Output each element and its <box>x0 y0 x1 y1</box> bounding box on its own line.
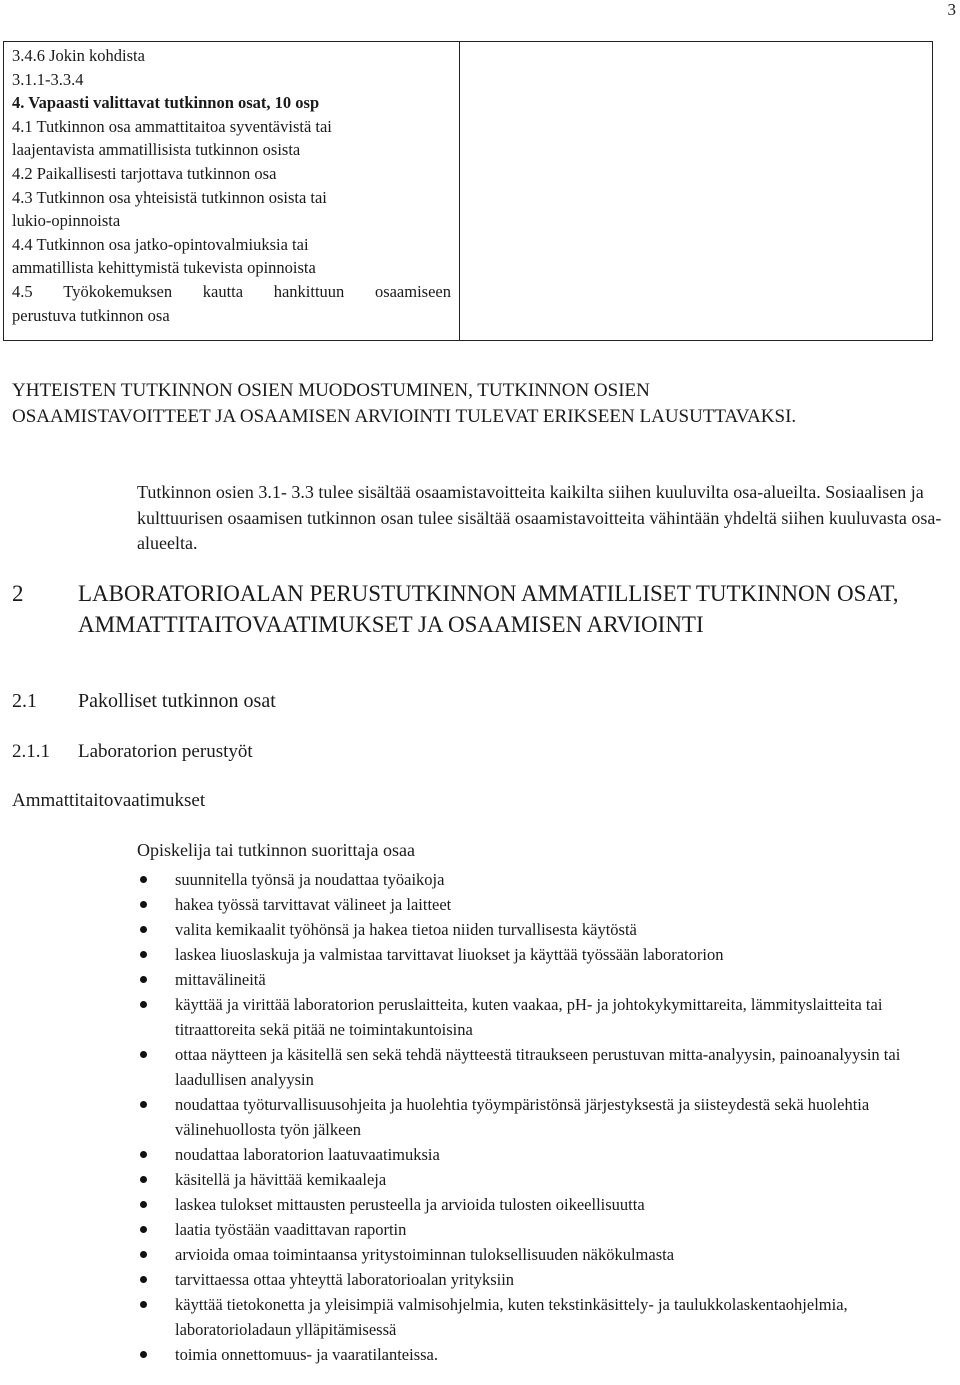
subsection-number: 2.1 <box>12 690 37 712</box>
subsubsection-heading <box>12 741 253 763</box>
list-item: toimia onnettomuus- ja vaaratilanteissa. <box>140 1342 950 1367</box>
list-item: tarvittaessa ottaa yhteyttä laboratorioalan yrityksiin <box>140 1267 950 1292</box>
list-item: hakea työssä tarvittavat välineet ja laitteet <box>140 892 950 917</box>
page-number: 3 <box>947 0 956 19</box>
subsection-title: Pakolliset tutkinnon osat <box>78 690 276 712</box>
list-item: valita kemikaalit työhönsä ja hakea tietoa niiden turvallisesta käytöstä <box>140 917 950 942</box>
curriculum-table <box>3 41 933 341</box>
table-line: 4.3 Tutkinnon osa yhteisistä tutkinnon osista tai <box>12 187 327 207</box>
word: 4.5 <box>12 281 33 301</box>
section-number: 2 <box>12 581 24 606</box>
list-item: suunnitella työnsä ja noudattaa työaikoja <box>140 867 950 892</box>
list-item: arvioida omaa toimintaansa yritystoiminnan tuloksellisuuden näkökulmasta <box>140 1242 950 1267</box>
table-line: 3.1.1-3.3.4 <box>12 69 84 89</box>
subsubsection-title: Laboratorion perustyöt <box>78 741 253 762</box>
list-item: laatia työstään vaadittavan raportin <box>140 1217 950 1242</box>
list-item: ottaa näytteen ja käsitellä sen sekä tehdä näytteestä titraukseen perustuvan mitta-analyysin, painoanalyysin tai laadullisen analyysin <box>140 1042 950 1092</box>
list-item: noudattaa työturvallisuusohjeita ja huolehtia työympäristönsä järjestyksestä ja siisteydestä sekä huolehtia välinehuollosta työn jälkeen <box>140 1092 950 1142</box>
table-line: lukio-opinnoista <box>12 211 121 231</box>
table-line: laajentavista ammatillisista tutkinnon osista <box>12 140 301 160</box>
word: hankittuun <box>273 281 345 301</box>
list-item: laskea tulokset mittausten perusteella ja arvioida tulosten oikeellisuutta <box>140 1192 950 1217</box>
body-paragraph: Tutkinnon osien 3.1- 3.3 tulee sisältää osaamistavoitteita kaikilta siihen kuuluvilta osa-alueilta. Sosiaalisen ja kulttuurisen osaamisen tutkinnon osan tulee sisältää osaamistavoitteita vähintään yhdeltä siihen kuuluvasta osa-alueelta. <box>137 482 942 553</box>
table-line: 4.1 Tutkinnon osa ammattitaitoa syventävistä tai <box>12 116 332 136</box>
table-line: 4.4 Tutkinnon osa jatko-opintovalmiuksia tai <box>12 234 309 254</box>
table-line: 4.2 Paikallisesti tarjottava tutkinnon osa <box>12 163 277 183</box>
word: osaamiseen <box>374 281 451 301</box>
subsection-heading <box>12 690 276 713</box>
table-line-justified <box>12 280 459 304</box>
table-right-cell <box>460 42 932 340</box>
requirements-list <box>140 867 950 1367</box>
uppercase-notice: YHTEISTEN TUTKINNON OSIEN MUODOSTUMINEN, TUTKINNON OSIEN OSAAMISTAVOITTEET JA OSAAMISEN ARVIOINTI TULEVAT ERIKSEEN LAUSUTTAVAKSI. <box>12 380 797 427</box>
list-item: mittavälineitä <box>140 967 950 992</box>
list-item: käyttää ja virittää laboratorion peruslaitteita, kuten vaakaa, pH- ja johtokykymittareita, lämmityslaitteita tai titraattoreita sekä pitää ne toimintakuntoisina <box>140 992 950 1042</box>
subsubsection-number: 2.1.1 <box>12 741 50 762</box>
bullet-intro: Opiskelija tai tutkinnon suorittaja osaa <box>137 840 415 860</box>
table-line: 3.4.6 Jokin kohdista <box>12 46 145 65</box>
list-item: käsitellä ja hävittää kemikaaleja <box>140 1167 950 1192</box>
list-item: käyttää tietokonetta ja yleisimpiä valmisohjelmia, kuten tekstinkäsittely- ja taulukkolaskentaohjelmia, laboratorioladaun ylläpitämisessä <box>140 1292 950 1342</box>
section-title: LABORATORIOALAN PERUSTUTKINNON AMMATILLISET TUTKINNON OSAT, AMMATTITAITOVAATIMUKSET JA OSAAMISEN ARVIOINTI <box>78 581 899 637</box>
word: Työkokemuksen <box>63 281 173 301</box>
list-item: noudattaa laboratorion laatuvaatimuksia <box>140 1142 950 1167</box>
word: kautta <box>202 281 244 301</box>
table-line-heading: 4. Vapaasti valittavat tutkinnon osat, 10 osp <box>12 93 320 113</box>
table-line: perustuva tutkinnon osa <box>12 305 170 325</box>
table-left-cell <box>4 42 460 340</box>
requirements-subheading: Ammattitaitovaatimukset <box>12 790 206 811</box>
list-item: laskea liuoslaskuja ja valmistaa tarvittavat liuokset ja käyttää työssään laboratorion <box>140 942 950 967</box>
table-line: ammatillista kehittymistä tukevista opinnoista <box>12 258 316 278</box>
